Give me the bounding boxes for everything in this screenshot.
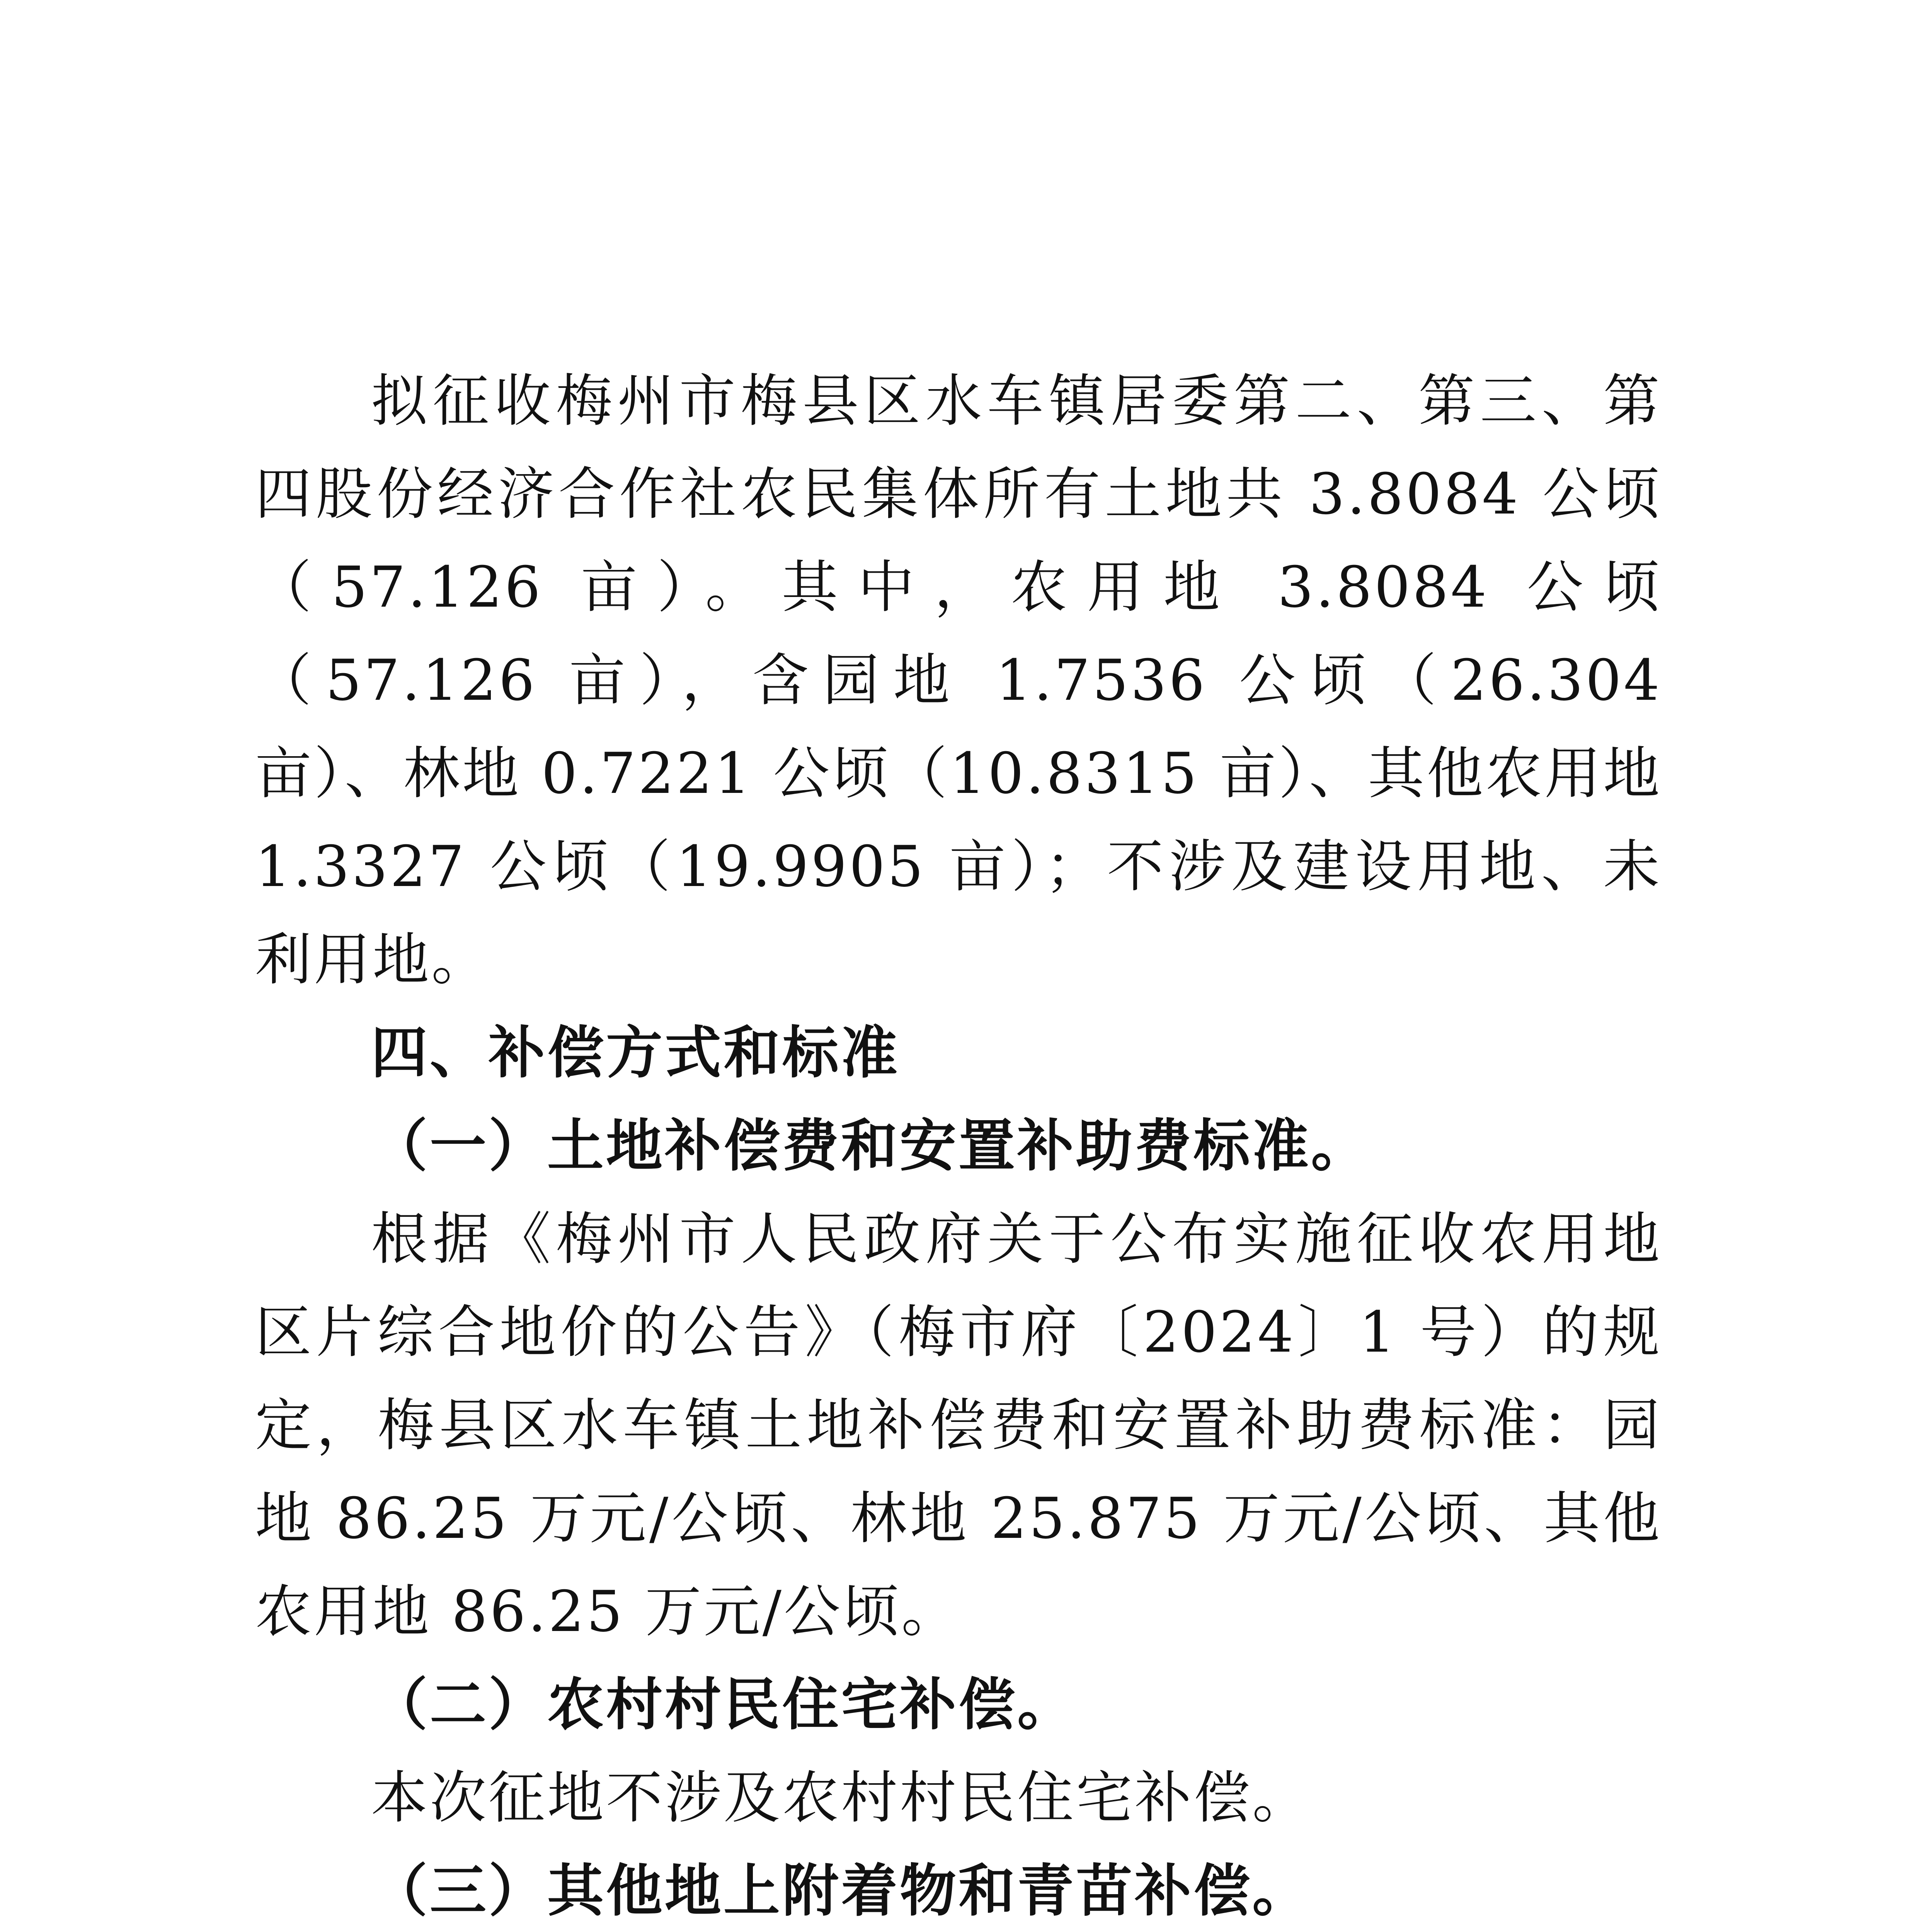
section-heading-compensation: 四、补偿方式和标准 bbox=[371, 1020, 900, 1086]
land-compensation-paragraph: 根据《梅州市人民政府关于公布实施征收农用地区片综合地价的公告》（梅市府〔2024〕1 号）的规定，梅县区水车镇土地补偿费和安置补助费标准：园地 86.25 万元/公顷、林地 25.875 万元/公顷、其他农用地 86.25 万元/公顷。 bbox=[255, 1206, 1662, 1645]
residence-compensation-paragraph: 本次征地不涉及农村村民住宅补偿。 bbox=[371, 1765, 1311, 1831]
subheading-attachments-compensation: （三）其他地上附着物和青苗补偿。 bbox=[371, 1858, 1311, 1924]
subheading-land-compensation-standard: （一）土地补偿费和安置补助费标准。 bbox=[371, 1113, 1370, 1179]
subheading-residence-compensation: （二）农村村民住宅补偿。 bbox=[371, 1672, 1076, 1738]
land-area-paragraph: 拟征收梅州市梅县区水车镇居委第二、第三、第四股份经济合作社农民集体所有土地共 3.8084 公顷（57.126 亩）。其中，农用地 3.8084 公顷（57.126 亩），含园地 1.7536 公顷（26.304 亩）、林地 0.7221 公顷（10.8315 亩）、其他农用地 1.3327 公顷（19.9905 亩）；不涉及建设用地、未利用地。 bbox=[255, 368, 1662, 993]
body-text bbox=[255, 355, 1662, 1932]
